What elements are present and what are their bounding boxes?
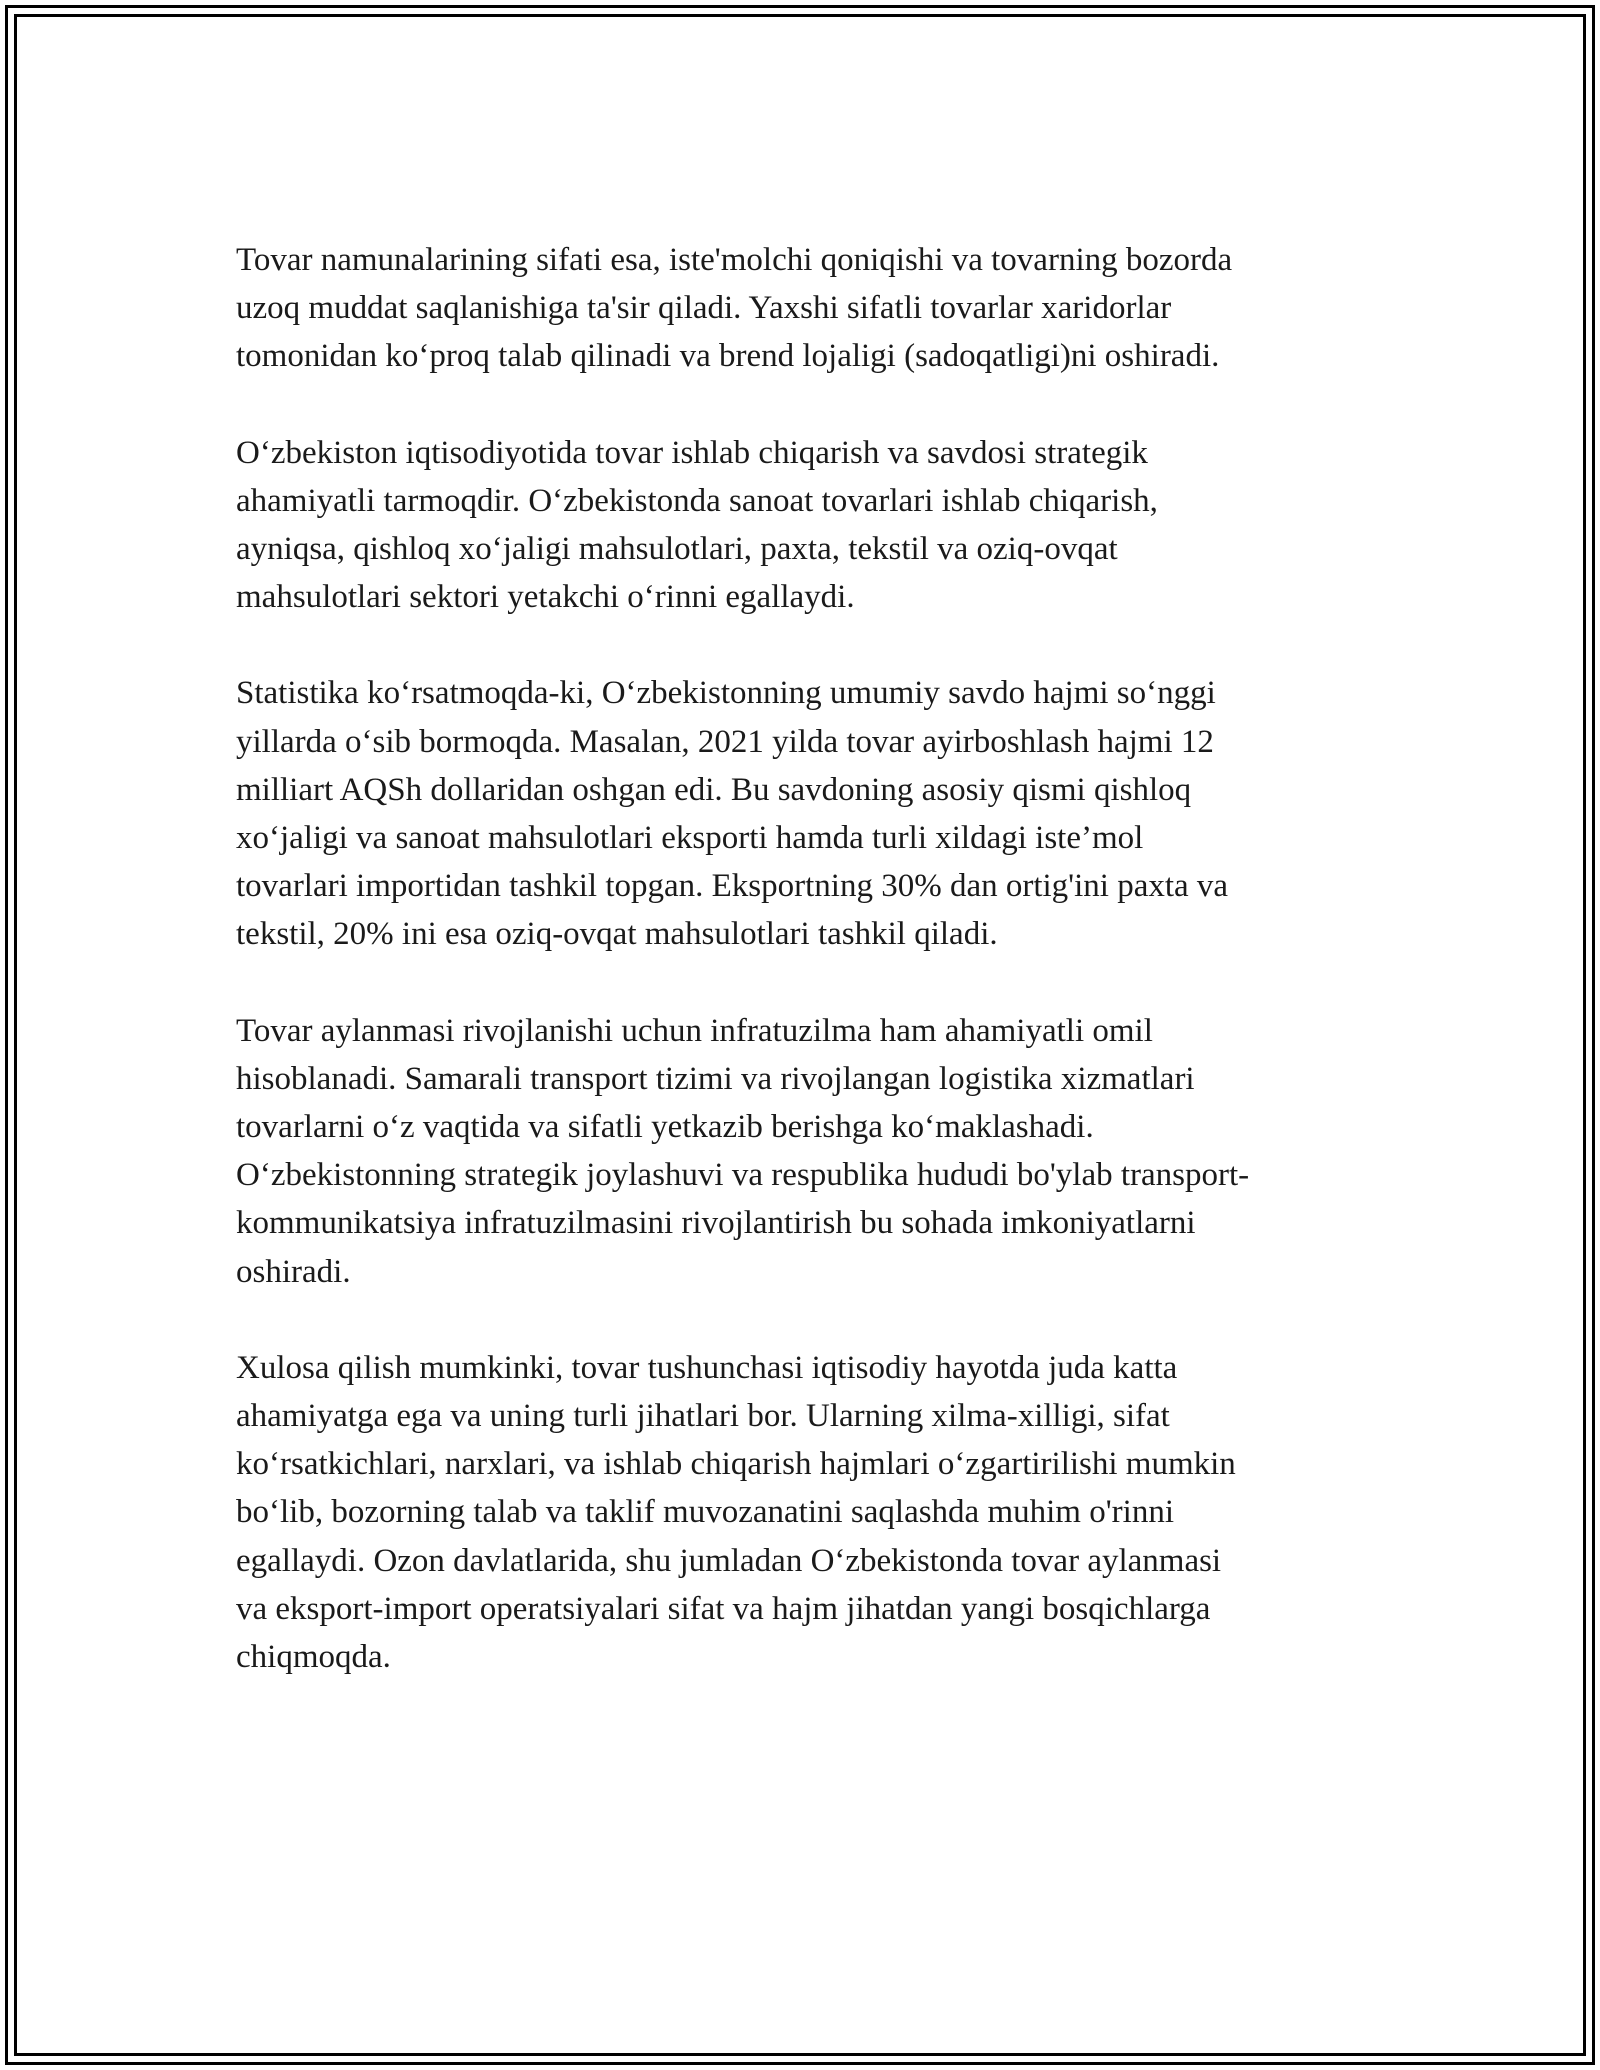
text-line: yillarda o‘sib bormoqda. Masalan, 2021 yilda tovar ayirboshlash hajmi 12 xyxy=(236,723,1214,760)
text-line: O‘zbekiston iqtisodiyotida tovar ishlab chiqarish va savdosi strategik xyxy=(236,434,1148,471)
paragraph-trade-statistics xyxy=(236,669,1376,958)
paragraph-product-quality xyxy=(236,236,1376,381)
text-line: oshiradi. xyxy=(236,1253,351,1290)
paragraph-infrastructure xyxy=(236,1007,1376,1296)
text-line: Tovar aylanmasi rivojlanishi uchun infratuzilma ham ahamiyatli omil xyxy=(236,1012,1153,1049)
text-line: tovarlarni o‘z vaqtida va sifatli yetkazib berishga ko‘maklashadi. xyxy=(236,1109,1094,1146)
text-line: milliart AQSh dollaridan oshgan edi. Bu savdoning asosiy qismi qishloq xyxy=(236,771,1192,808)
text-line: tomonidan ko‘proq talab qilinadi va brend lojaligi (sadoqatligi)ni oshiradi. xyxy=(236,338,1220,375)
text-line: mahsulotlari sektori yetakchi o‘rinni egallaydi. xyxy=(236,579,855,616)
paragraph-uzbekistan-economy xyxy=(236,429,1376,622)
text-line: tovarlari importidan tashkil topgan. Eksportning 30% dan ortig'ini paxta va xyxy=(236,868,1229,905)
document-body xyxy=(236,236,1376,1729)
text-line: ahamiyatga ega va uning turli jihatlari bor. Ularning xilma-xilligi, sifat xyxy=(236,1398,1170,1435)
text-line: Xulosa qilish mumkinki, tovar tushunchasi iqtisodiy hayotda juda katta xyxy=(236,1349,1178,1386)
text-line: ayniqsa, qishloq xo‘jaligi mahsulotlari, paxta, tekstil va oziq-ovqat xyxy=(236,531,1118,568)
text-line: chiqmoqda. xyxy=(236,1639,391,1676)
text-line: tekstil, 20% ini esa oziq-ovqat mahsulotlari tashkil qiladi. xyxy=(236,916,998,953)
text-line: Statistika ko‘rsatmoqda-ki, O‘zbekistonning umumiy savdo hajmi so‘nggi xyxy=(236,675,1216,712)
paragraph-conclusion xyxy=(236,1344,1376,1681)
text-line: egallaydi. Ozon davlatlarida, shu jumladan O‘zbekistonda tovar aylanmasi xyxy=(236,1542,1222,1579)
text-line: va eksport-import operatsiyalari sifat va hajm jihatdan yangi bosqichlarga xyxy=(236,1590,1211,1627)
text-line: ko‘rsatkichlari, narxlari, va ishlab chiqarish hajmlari o‘zgartirilishi mumkin xyxy=(236,1446,1236,1483)
text-line: hisoblanadi. Samarali transport tizimi va rivojlangan logistika xizmatlari xyxy=(236,1060,1195,1097)
text-line: xo‘jaligi va sanoat mahsulotlari eksporti hamda turli xildagi iste’mol xyxy=(236,820,1144,857)
text-line: kommunikatsiya infratuzilmasini rivojlantirish bu sohada imkoniyatlarni xyxy=(236,1205,1196,1242)
text-line: bo‘lib, bozorning talab va taklif muvozanatini saqlashda muhim o'rinni xyxy=(236,1494,1174,1531)
text-line: uzoq muddat saqlanishiga ta'sir qiladi. Yaxshi sifatli tovarlar xaridorlar xyxy=(236,290,1172,327)
text-line: ahamiyatli tarmoqdir. O‘zbekistonda sanoat tovarlari ishlab chiqarish, xyxy=(236,482,1158,519)
text-line: O‘zbekistonning strategik joylashuvi va respublika hududi bo'ylab transport- xyxy=(236,1157,1250,1194)
text-line: Tovar namunalarining sifati esa, iste'molchi qoniqishi va tovarning bozorda xyxy=(236,242,1233,278)
